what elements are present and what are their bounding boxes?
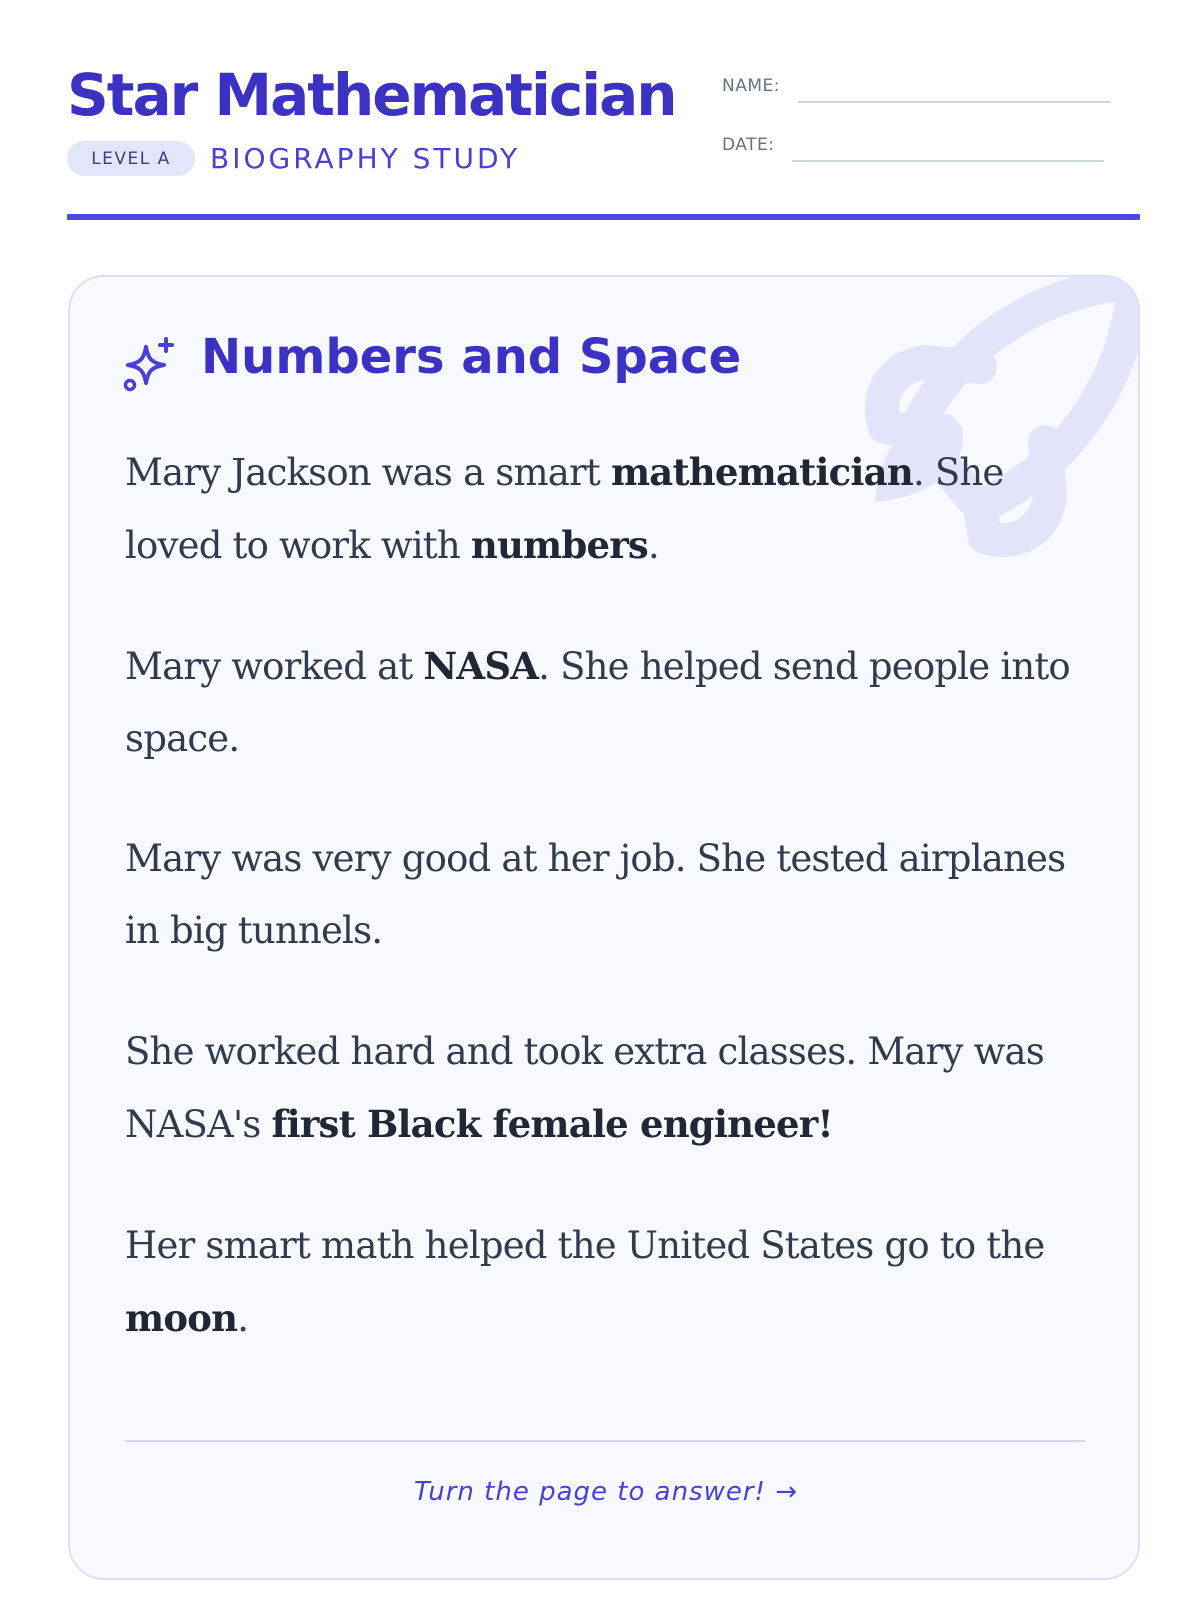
bold-term: first Black female engineer!	[271, 1102, 833, 1146]
card-title: Numbers and Space	[201, 329, 742, 385]
bold-term: moon	[125, 1296, 238, 1340]
bold-term: mathematician	[610, 450, 913, 494]
reading-card	[68, 275, 1140, 1580]
text-run: . She helped send people into space.	[125, 645, 1070, 760]
text-run: . She loved to work with	[125, 451, 1004, 567]
text-run: She worked hard and took extra classes. Mary was NASA's	[125, 1030, 1044, 1146]
sparkle-icon	[122, 337, 178, 393]
text-run: Mary was very good at her job. She tested airplanes in big tunnels.	[125, 837, 1066, 952]
paragraph-5	[125, 1210, 1085, 1355]
turn-page-prompt: Turn the page to answer! →	[413, 1477, 799, 1507]
text-run: Her smart math helped the United States go to the	[125, 1224, 1045, 1267]
bold-term: NASA	[423, 644, 539, 688]
worksheet-title: Star Mathematician	[67, 61, 676, 129]
text-run: Mary worked at	[125, 645, 424, 688]
paragraph-1	[125, 436, 1085, 582]
name-label: NAME:	[722, 76, 780, 96]
card-divider	[125, 1440, 1085, 1442]
text-run: Mary Jackson was a smart	[125, 451, 611, 494]
paragraph-4	[125, 1016, 1085, 1161]
text-run: .	[237, 1297, 249, 1340]
text-run: .	[647, 524, 659, 567]
worksheet-subtitle: BIOGRAPHY STUDY	[210, 142, 521, 175]
header-divider	[67, 214, 1140, 220]
paragraph-3	[125, 823, 1085, 967]
paragraph-2	[125, 630, 1085, 775]
date-label: DATE:	[722, 135, 775, 155]
name-field-line[interactable]	[798, 101, 1110, 103]
date-field-line[interactable]	[792, 160, 1104, 162]
level-badge: LEVEL A	[67, 141, 195, 176]
bold-term: numbers	[470, 523, 648, 567]
